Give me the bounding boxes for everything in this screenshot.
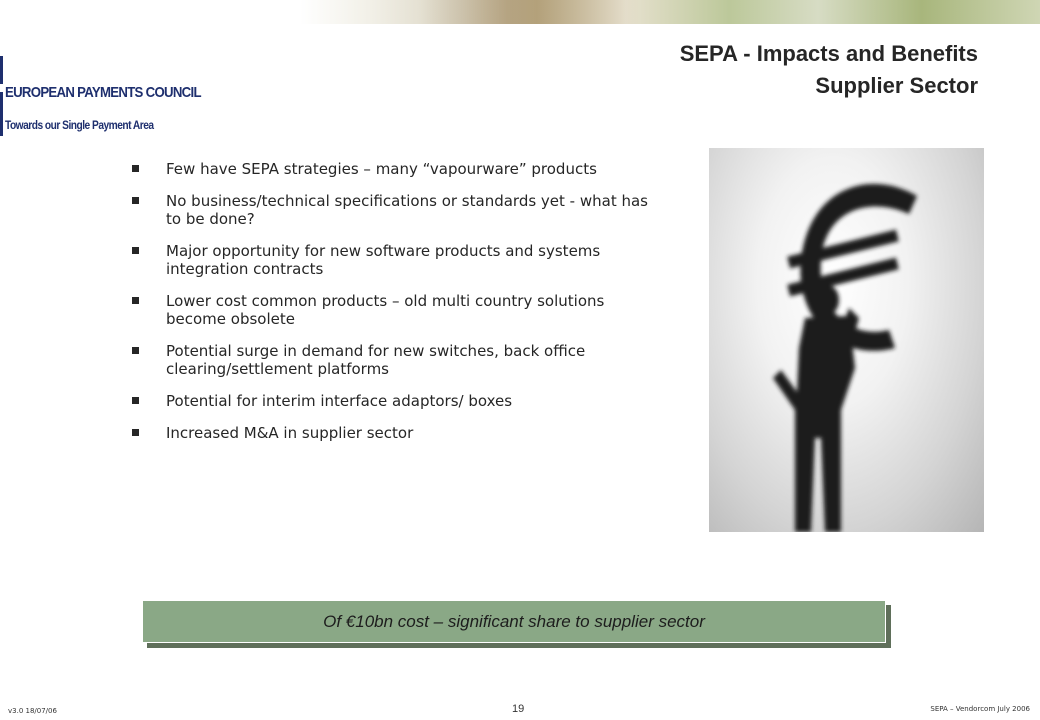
bullet-square-icon <box>132 397 139 404</box>
bullet-list <box>132 160 652 456</box>
logo-tagline: Towards our Single Payment Area <box>5 118 154 132</box>
callout-text: Of €10bn cost – significant share to supplier sector <box>323 611 705 631</box>
euro-sign-icon <box>709 148 984 532</box>
bullet-square-icon <box>132 165 139 172</box>
slide-title-line2: Supplier Sector <box>815 73 978 98</box>
logo-bar-gap <box>0 84 3 92</box>
bullet-item: Potential for interim interface adaptors/ boxes <box>132 392 652 410</box>
bullet-square-icon <box>132 429 139 436</box>
header-banner-image <box>300 0 1040 24</box>
bullet-square-icon <box>132 197 139 204</box>
bullet-item: Lower cost common products – old multi country solutions become obsolete <box>132 292 652 328</box>
bullet-item: Potential surge in demand for new switches, back office clearing/settlement platforms <box>132 342 652 378</box>
footer-source: SEPA – Vendorcom July 2006 <box>930 705 1030 713</box>
header-banner-shade <box>420 0 640 24</box>
logo-name: EUROPEAN PAYMENTS COUNCIL <box>5 84 201 101</box>
bullet-item: No business/technical specifications or standards yet - what has to be done? <box>132 192 652 228</box>
bullet-square-icon <box>132 247 139 254</box>
bullet-square-icon <box>132 297 139 304</box>
bullet-square-icon <box>132 347 139 354</box>
page-number: 19 <box>512 703 525 715</box>
slide-title-line1: SEPA - Impacts and Benefits <box>679 41 978 66</box>
logo-bar <box>0 56 3 136</box>
bullet-item: Increased M&A in supplier sector <box>132 424 652 442</box>
footer-version: v3.0 18/07/06 <box>8 707 57 715</box>
callout-box <box>142 600 886 643</box>
euro-man-photo <box>709 148 984 532</box>
slide-title <box>680 38 978 102</box>
bullet-item: Major opportunity for new software products and systems integration contracts <box>132 242 652 278</box>
epc-logo <box>0 42 201 142</box>
bullet-item: Few have SEPA strategies – many “vapourware” products <box>132 160 652 178</box>
